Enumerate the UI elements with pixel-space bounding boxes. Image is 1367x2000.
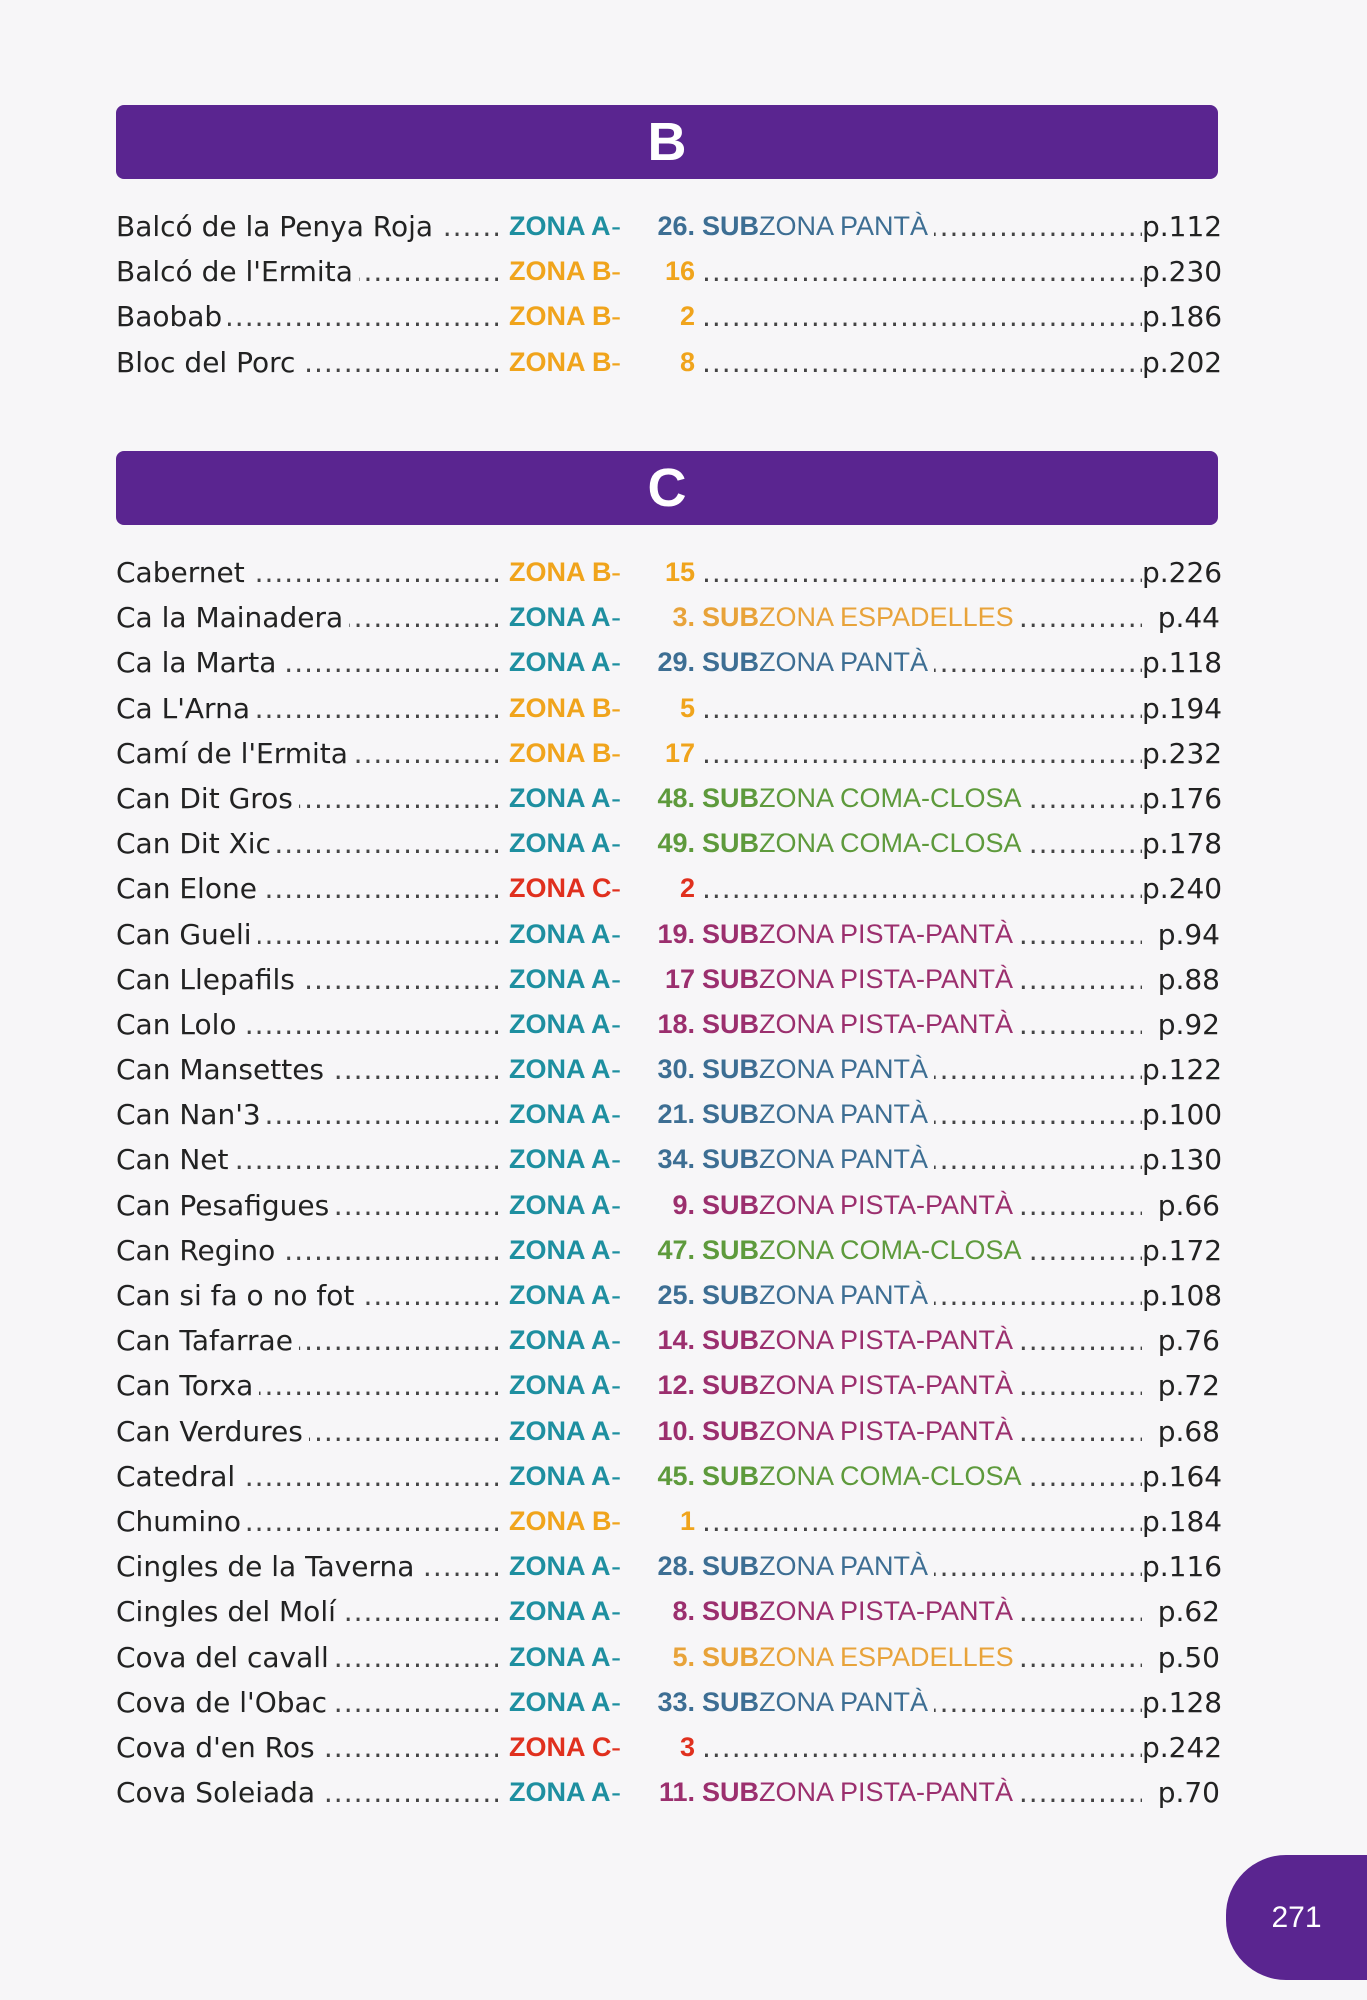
index-entry bbox=[116, 1499, 1223, 1544]
subzone-prefix: SUB bbox=[702, 1641, 760, 1672]
entry-number: 29. bbox=[657, 647, 695, 678]
index-entry bbox=[116, 957, 1220, 1002]
index-entry bbox=[116, 1635, 1220, 1680]
leader-dots bbox=[702, 550, 1142, 595]
entry-number: 1 bbox=[679, 1505, 695, 1536]
index-entry bbox=[116, 1228, 1223, 1273]
entry-separator: - bbox=[611, 1730, 622, 1764]
entry-name: Cingles del Molí bbox=[116, 1589, 342, 1634]
entry-name: Cova d'en Ros bbox=[116, 1725, 321, 1770]
entry-number: 5. bbox=[672, 1641, 695, 1672]
entry-number: 30. bbox=[657, 1054, 695, 1085]
subzone-name: ZONA PISTA-PANTÀ bbox=[759, 1325, 1014, 1356]
entry-separator: - bbox=[611, 255, 622, 289]
entry-separator: - bbox=[611, 962, 622, 996]
subzone-prefix: SUB bbox=[702, 1280, 760, 1310]
subzone-name: ZONA PISTA-PANTÀ bbox=[759, 918, 1014, 949]
entry-subzone bbox=[702, 1544, 934, 1589]
subzone-prefix: SUB bbox=[702, 782, 760, 813]
subzone-name: ZONA PANTÀ bbox=[759, 1551, 929, 1582]
entry-number: 2 bbox=[679, 301, 695, 332]
entry-zone: ZONA A bbox=[509, 1641, 611, 1672]
entry-subzone bbox=[702, 595, 1020, 640]
entry-page: p.226 bbox=[1142, 550, 1220, 595]
entry-name: Can Dit Gros bbox=[116, 776, 299, 821]
entry-page: p.122 bbox=[1142, 1047, 1220, 1092]
section-letter: C bbox=[647, 458, 687, 518]
page-number: 271 bbox=[1271, 1900, 1322, 1934]
index-entry bbox=[116, 821, 1223, 866]
entry-zone: ZONA A bbox=[509, 828, 611, 859]
entry-subzone bbox=[702, 1137, 934, 1182]
entry-name: Can Mansettes bbox=[116, 1047, 330, 1092]
entry-zone: ZONA A bbox=[509, 1189, 611, 1220]
entry-number: 33. bbox=[657, 1686, 695, 1717]
entry-page: p.178 bbox=[1142, 821, 1220, 866]
entry-number: 9. bbox=[672, 1189, 695, 1220]
subzone-prefix: SUB bbox=[702, 1144, 760, 1175]
subzone-prefix: SUB bbox=[702, 1099, 760, 1130]
entry-separator: - bbox=[611, 1685, 622, 1719]
entry-subzone bbox=[702, 1770, 1019, 1815]
entry-subzone bbox=[702, 1273, 934, 1318]
entry-subzone bbox=[702, 1002, 1019, 1047]
entry-number: 10. bbox=[657, 1415, 695, 1446]
entry-separator: - bbox=[611, 781, 622, 815]
index-entry bbox=[116, 1092, 1223, 1137]
subzone-name: ZONA COMA-CLOSA bbox=[759, 1234, 1022, 1265]
subzone-name: ZONA PISTA-PANTÀ bbox=[759, 963, 1014, 994]
entry-name: Chumino bbox=[116, 1499, 247, 1544]
entry-number: 17 bbox=[664, 737, 695, 768]
entry-zone: ZONA A bbox=[509, 1777, 611, 1808]
subzone-prefix: SUB bbox=[702, 1370, 760, 1401]
entry-page: p.232 bbox=[1142, 731, 1220, 776]
entry-page: p.100 bbox=[1142, 1092, 1220, 1137]
index-entry bbox=[116, 249, 1223, 294]
subzone-prefix: SUB bbox=[702, 1596, 760, 1627]
index-entry bbox=[116, 550, 1223, 595]
entry-separator: - bbox=[611, 1143, 622, 1177]
index-entry bbox=[116, 595, 1220, 640]
entry-separator: - bbox=[611, 691, 622, 725]
entry-subzone bbox=[702, 1409, 1019, 1454]
entry-zone: ZONA B bbox=[509, 692, 612, 723]
entry-page: p.62 bbox=[1142, 1589, 1220, 1634]
section-letter: B bbox=[647, 112, 687, 172]
subzone-prefix: SUB bbox=[702, 828, 760, 859]
entry-separator: - bbox=[611, 601, 622, 635]
entry-page: p.128 bbox=[1142, 1680, 1220, 1725]
entry-number: 11. bbox=[658, 1777, 695, 1808]
entry-page: p.92 bbox=[1142, 1002, 1220, 1047]
index-entry bbox=[116, 686, 1223, 731]
entry-number: 25. bbox=[657, 1280, 695, 1310]
leader-dots bbox=[702, 1725, 1142, 1770]
index-entry bbox=[116, 1409, 1220, 1454]
entry-zone: ZONA A bbox=[509, 1054, 611, 1085]
page-number-badge bbox=[1226, 1855, 1367, 1980]
index-entry bbox=[116, 1137, 1223, 1182]
entry-zone: ZONA A bbox=[509, 963, 611, 994]
entry-subzone bbox=[702, 1589, 1019, 1634]
entry-page: p.230 bbox=[1142, 249, 1220, 294]
leader-dots bbox=[702, 249, 1142, 294]
entry-page: p.112 bbox=[1142, 204, 1220, 249]
entry-name: Can Regino bbox=[116, 1228, 281, 1273]
entry-subzone bbox=[702, 1318, 1019, 1363]
entry-number: 21. bbox=[657, 1099, 695, 1130]
entry-zone: ZONA A bbox=[509, 1325, 611, 1356]
entry-number: 8 bbox=[679, 346, 695, 377]
index-entry bbox=[116, 1002, 1220, 1047]
entry-subzone bbox=[702, 1363, 1019, 1408]
entry-name: Can Tafarrae bbox=[116, 1318, 299, 1363]
entry-page: p.44 bbox=[1142, 595, 1220, 640]
section-b-header bbox=[116, 105, 1218, 179]
entry-name: Balcó de la Penya Roja bbox=[116, 204, 439, 249]
entry-page: p.164 bbox=[1142, 1454, 1220, 1499]
entry-subzone bbox=[702, 1454, 1028, 1499]
entry-number: 34. bbox=[657, 1144, 695, 1175]
entry-page: p.186 bbox=[1142, 294, 1220, 339]
entry-name: Cova de l'Obac bbox=[116, 1680, 333, 1725]
entry-number: 14. bbox=[657, 1325, 695, 1356]
subzone-name: ZONA PANTÀ bbox=[759, 1099, 929, 1130]
entry-number: 3 bbox=[679, 1731, 695, 1762]
index-entry bbox=[116, 1318, 1220, 1363]
subzone-name: ZONA PISTA-PANTÀ bbox=[759, 1596, 1014, 1627]
entry-number: 48. bbox=[657, 782, 695, 813]
entry-zone: ZONA B bbox=[509, 346, 612, 377]
section-c-list bbox=[116, 550, 1223, 1815]
entry-page: p.108 bbox=[1142, 1273, 1220, 1318]
entry-number: 49. bbox=[657, 828, 695, 859]
index-entry bbox=[116, 1544, 1223, 1589]
entry-number: 19. bbox=[657, 918, 695, 949]
subzone-name: ZONA PISTA-PANTÀ bbox=[759, 1370, 1014, 1401]
subzone-name: ZONA PISTA-PANTÀ bbox=[759, 1415, 1014, 1446]
entry-number: 18. bbox=[657, 1008, 695, 1039]
index-entry bbox=[116, 1725, 1223, 1770]
entry-number: 3. bbox=[672, 602, 695, 633]
entry-name: Can Gueli bbox=[116, 912, 258, 957]
index-entry bbox=[116, 1454, 1223, 1499]
leader-dots bbox=[702, 340, 1142, 385]
entry-separator: - bbox=[611, 1233, 622, 1267]
index-entry bbox=[116, 1589, 1220, 1634]
subzone-prefix: SUB bbox=[702, 1054, 760, 1085]
subzone-name: ZONA ESPADELLES bbox=[759, 1641, 1014, 1672]
entry-name: Balcó de l'Ermita bbox=[116, 249, 359, 294]
entry-name: Cova del cavall bbox=[116, 1635, 335, 1680]
entry-separator: - bbox=[611, 1459, 622, 1493]
entry-subzone bbox=[702, 1183, 1019, 1228]
entry-page: p.50 bbox=[1142, 1635, 1220, 1680]
entry-subzone bbox=[702, 957, 1019, 1002]
entry-zone: ZONA A bbox=[509, 782, 611, 813]
index-entry bbox=[116, 1273, 1223, 1318]
entry-separator: - bbox=[611, 1776, 622, 1810]
entry-page: p.172 bbox=[1142, 1228, 1220, 1273]
subzone-prefix: SUB bbox=[702, 1686, 760, 1717]
entry-zone: ZONA C bbox=[509, 873, 612, 904]
leader-dots bbox=[702, 686, 1142, 731]
index-entry bbox=[116, 776, 1223, 821]
entry-page: p.118 bbox=[1142, 640, 1220, 685]
entry-page: p.242 bbox=[1142, 1725, 1220, 1770]
entry-name: Cabernet bbox=[116, 550, 251, 595]
entry-number: 16 bbox=[664, 256, 695, 287]
entry-zone: ZONA A bbox=[509, 1144, 611, 1175]
subzone-name: ZONA COMA-CLOSA bbox=[759, 782, 1022, 813]
entry-zone: ZONA A bbox=[509, 1008, 611, 1039]
subzone-prefix: SUB bbox=[702, 1460, 760, 1491]
entry-zone: ZONA A bbox=[509, 602, 611, 633]
entry-zone: ZONA A bbox=[509, 1686, 611, 1717]
subzone-name: ZONA COMA-CLOSA bbox=[759, 1460, 1022, 1491]
entry-page: p.68 bbox=[1142, 1409, 1220, 1454]
index-entry bbox=[116, 340, 1223, 385]
entry-separator: - bbox=[611, 872, 622, 906]
entry-subzone bbox=[702, 1092, 934, 1137]
entry-page: p.94 bbox=[1142, 912, 1220, 957]
entry-zone: ZONA A bbox=[509, 1415, 611, 1446]
entry-number: 15 bbox=[664, 557, 695, 587]
index-entry bbox=[116, 1680, 1223, 1725]
entry-name: Can si fa o no fot bbox=[116, 1273, 360, 1318]
entry-separator: - bbox=[611, 1098, 622, 1132]
subzone-name: ZONA ESPADELLES bbox=[759, 602, 1014, 633]
entry-separator: - bbox=[611, 1007, 622, 1041]
entry-subzone bbox=[702, 821, 1028, 866]
entry-name: Bloc del Porc bbox=[116, 340, 301, 385]
subzone-name: ZONA PISTA-PANTÀ bbox=[759, 1008, 1014, 1039]
entry-page: p.176 bbox=[1142, 776, 1220, 821]
entry-subzone bbox=[702, 912, 1019, 957]
index-entry bbox=[116, 204, 1223, 249]
entry-separator: - bbox=[611, 1279, 622, 1312]
index-entry bbox=[116, 1363, 1220, 1408]
entry-zone: ZONA A bbox=[509, 647, 611, 678]
subzone-prefix: SUB bbox=[702, 918, 760, 949]
entry-page: p.72 bbox=[1142, 1363, 1220, 1408]
subzone-prefix: SUB bbox=[702, 1415, 760, 1446]
index-entry bbox=[116, 912, 1220, 957]
entry-name: Can Verdures bbox=[116, 1409, 309, 1454]
index-entry bbox=[116, 1183, 1220, 1228]
entry-separator: - bbox=[611, 736, 622, 770]
subzone-prefix: SUB bbox=[702, 1777, 760, 1808]
entry-subzone bbox=[702, 1680, 934, 1725]
entry-name: Can Lolo bbox=[116, 1002, 243, 1047]
entry-subzone bbox=[702, 1635, 1020, 1680]
entry-zone: ZONA A bbox=[509, 1370, 611, 1401]
entry-name: Can Elone bbox=[116, 866, 263, 911]
entry-name: Ca la Marta bbox=[116, 640, 282, 685]
entry-page: p.66 bbox=[1142, 1183, 1220, 1228]
entry-separator: - bbox=[611, 345, 622, 379]
entry-number: 2 bbox=[679, 873, 695, 904]
subzone-prefix: SUB bbox=[702, 1189, 760, 1220]
entry-zone: ZONA A bbox=[509, 1460, 611, 1491]
entry-name: Can Pesafigues bbox=[116, 1183, 335, 1228]
index-entry bbox=[116, 731, 1223, 776]
entry-number: 28. bbox=[657, 1551, 695, 1582]
entry-number: 12. bbox=[657, 1370, 695, 1401]
entry-zone: ZONA A bbox=[509, 1596, 611, 1627]
entry-zone: ZONA A bbox=[509, 1099, 611, 1130]
section-b-list bbox=[116, 204, 1223, 385]
subzone-prefix: SUB bbox=[702, 963, 760, 994]
entry-zone: ZONA A bbox=[509, 211, 611, 241]
subzone-prefix: SUB bbox=[702, 647, 760, 678]
entry-zone: ZONA B bbox=[509, 301, 612, 332]
entry-separator: - bbox=[611, 210, 622, 243]
subzone-name: ZONA PANTÀ bbox=[759, 1054, 929, 1085]
entry-name: Catedral bbox=[116, 1454, 241, 1499]
entry-separator: - bbox=[611, 1369, 622, 1403]
section-c-header bbox=[116, 451, 1218, 525]
subzone-prefix: SUB bbox=[702, 1008, 760, 1039]
subzone-name: ZONA PANTÀ bbox=[759, 1144, 929, 1175]
leader-dots bbox=[702, 294, 1142, 339]
index-entry bbox=[116, 866, 1223, 911]
entry-name: Camí de l'Ermita bbox=[116, 731, 354, 776]
entry-subzone bbox=[702, 1228, 1028, 1273]
subzone-name: ZONA PANTÀ bbox=[759, 1686, 929, 1717]
entry-name: Cova Soleiada bbox=[116, 1770, 321, 1815]
entry-separator: - bbox=[611, 1504, 622, 1538]
entry-page: p.240 bbox=[1142, 866, 1220, 911]
entry-separator: - bbox=[611, 1550, 622, 1584]
entry-name: Can Net bbox=[116, 1137, 235, 1182]
subzone-name: ZONA COMA-CLOSA bbox=[759, 828, 1022, 859]
entry-name: Ca la Mainadera bbox=[116, 595, 349, 640]
entry-subzone bbox=[702, 204, 934, 249]
entry-number: 47. bbox=[657, 1234, 695, 1265]
entry-page: p.194 bbox=[1142, 686, 1220, 731]
subzone-prefix: SUB bbox=[702, 1551, 760, 1582]
entry-separator: - bbox=[611, 1595, 622, 1629]
entry-separator: - bbox=[611, 917, 622, 951]
entry-separator: - bbox=[611, 1188, 622, 1222]
subzone-prefix: SUB bbox=[702, 602, 760, 633]
entry-separator: - bbox=[611, 1640, 622, 1674]
entry-page: p.88 bbox=[1142, 957, 1220, 1002]
subzone-name: ZONA PANTÀ bbox=[759, 1280, 929, 1310]
entry-page: p.70 bbox=[1142, 1770, 1220, 1815]
entry-separator: - bbox=[611, 1414, 622, 1448]
entry-page: p.202 bbox=[1142, 340, 1220, 385]
entry-number: 5 bbox=[679, 692, 695, 723]
index-entry bbox=[116, 294, 1223, 339]
entry-page: p.116 bbox=[1142, 1544, 1220, 1589]
subzone-name: ZONA PANTÀ bbox=[759, 647, 929, 678]
subzone-prefix: SUB bbox=[702, 1325, 760, 1356]
entry-number: 8. bbox=[672, 1596, 695, 1627]
leader-dots bbox=[702, 731, 1142, 776]
entry-zone: ZONA A bbox=[509, 1551, 611, 1582]
entry-name: Ca L'Arna bbox=[116, 686, 256, 731]
entry-name: Can Torxa bbox=[116, 1363, 259, 1408]
entry-page: p.184 bbox=[1142, 1499, 1220, 1544]
entry-name: Cingles de la Taverna bbox=[116, 1544, 420, 1589]
index-entry bbox=[116, 1770, 1220, 1815]
entry-separator: - bbox=[611, 827, 622, 861]
subzone-name: ZONA PISTA-PANTÀ bbox=[759, 1777, 1014, 1808]
entry-subzone bbox=[702, 640, 934, 685]
entry-name: Can Dit Xic bbox=[116, 821, 277, 866]
entry-zone: ZONA B bbox=[509, 557, 612, 587]
entry-name: Can Llepafils bbox=[116, 957, 301, 1002]
entry-separator: - bbox=[611, 300, 622, 334]
entry-zone: ZONA B bbox=[509, 1505, 612, 1536]
entry-zone: ZONA B bbox=[509, 737, 612, 768]
entry-separator: - bbox=[611, 1324, 622, 1358]
entry-name: Can Nan'3 bbox=[116, 1092, 267, 1137]
leader-dots bbox=[702, 866, 1142, 911]
index-entry bbox=[116, 640, 1223, 685]
subzone-prefix: SUB bbox=[702, 1234, 760, 1265]
entry-separator: - bbox=[611, 1053, 622, 1087]
entry-name: Baobab bbox=[116, 294, 228, 339]
entry-page: p.76 bbox=[1142, 1318, 1220, 1363]
subzone-name: ZONA PISTA-PANTÀ bbox=[759, 1189, 1014, 1220]
index-entry bbox=[116, 1047, 1223, 1092]
entry-number: 17 bbox=[664, 963, 695, 994]
leader-dots bbox=[702, 1499, 1142, 1544]
entry-subzone bbox=[702, 776, 1028, 821]
entry-number: 26. bbox=[657, 211, 695, 241]
entry-zone: ZONA B bbox=[509, 256, 612, 287]
entry-zone: ZONA A bbox=[509, 1280, 611, 1310]
subzone-prefix: SUB bbox=[702, 211, 760, 241]
entry-page: p.130 bbox=[1142, 1137, 1220, 1182]
entry-number: 45. bbox=[657, 1460, 695, 1491]
entry-zone: ZONA C bbox=[509, 1731, 612, 1762]
entry-zone: ZONA A bbox=[509, 1234, 611, 1265]
entry-subzone bbox=[702, 1047, 934, 1092]
entry-separator: - bbox=[611, 646, 622, 680]
entry-zone: ZONA A bbox=[509, 918, 611, 949]
entry-separator: - bbox=[611, 556, 622, 589]
subzone-name: ZONA PANTÀ bbox=[759, 211, 929, 241]
